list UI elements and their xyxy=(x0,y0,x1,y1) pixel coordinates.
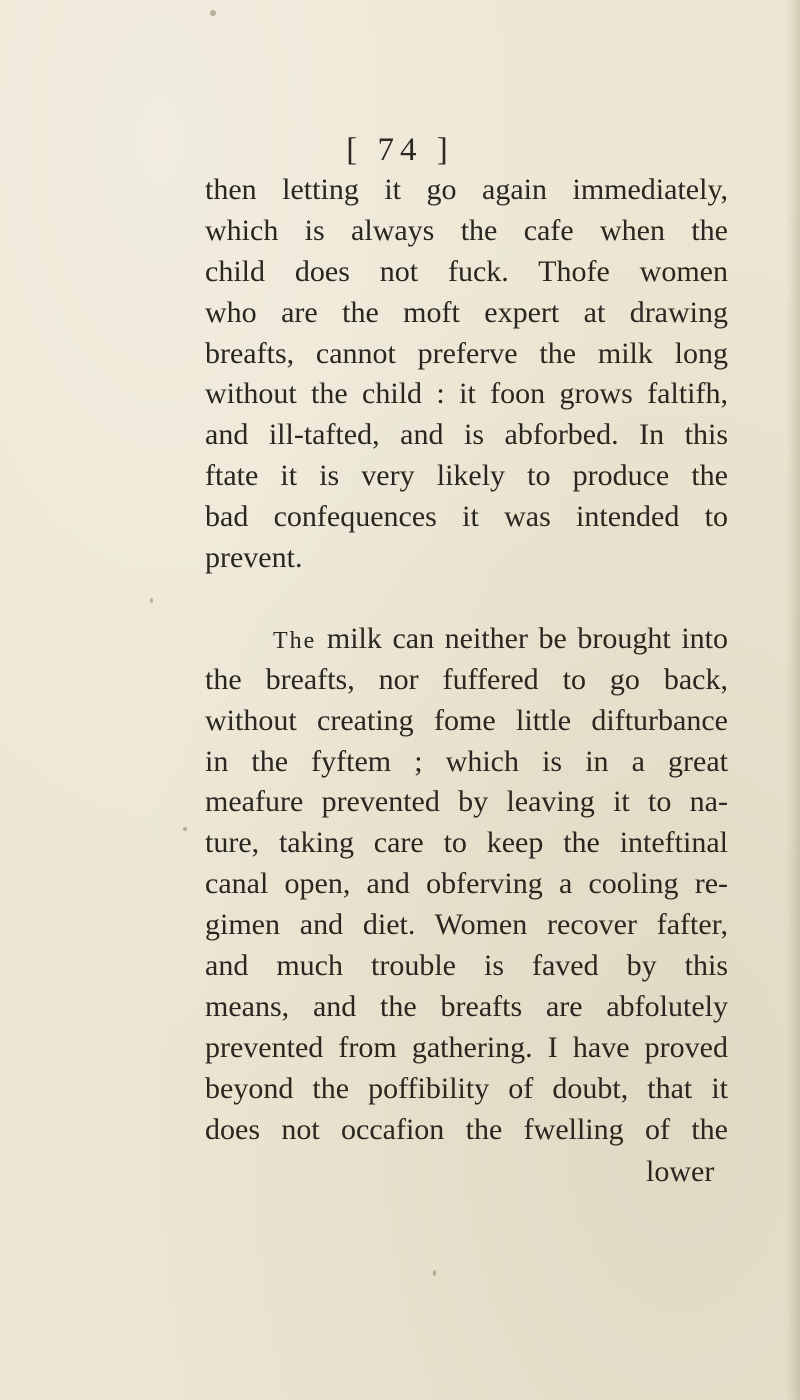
opening-line-text: milk can neither be brought into xyxy=(326,621,728,655)
text-line: bad confequences it was intended to xyxy=(205,500,728,534)
text-line: in the fyftem ; which is in a great xyxy=(205,744,728,778)
paragraph-1 xyxy=(205,170,728,579)
text-line: means, and the breafts are abfolutely xyxy=(205,989,728,1023)
paper-speck xyxy=(150,598,153,603)
text-line: who are the moft expert at drawing xyxy=(205,295,728,329)
text-line: canal open, and obferving a cooling re- xyxy=(205,867,728,901)
text-line: ture, taking care to keep the inteftinal xyxy=(205,826,728,860)
paragraph-2 xyxy=(205,619,728,1151)
text-line: without the child : it foon grows faltifh, xyxy=(205,377,728,411)
text-line: prevent. xyxy=(205,541,303,575)
text-line: beyond the poffibility of doubt, that it xyxy=(205,1071,728,1105)
text-line: then letting it go again immediately, xyxy=(205,173,728,206)
paragraph-opening-line xyxy=(205,619,728,660)
text-line: gimen and diet. Women recover fafter, xyxy=(205,908,728,942)
text-line: the breafts, nor fuffered to go back, xyxy=(205,662,728,696)
text-line: and ill-tafted, and is abforbed. In this xyxy=(205,418,728,452)
catchword: lower xyxy=(646,1155,715,1188)
text-line: ftate it is very likely to produce the xyxy=(205,459,728,493)
paper-speck xyxy=(210,10,216,16)
paper-speck xyxy=(183,827,187,831)
text-line: child does not fuck. Thofe women xyxy=(205,254,728,288)
body-text xyxy=(205,170,728,1150)
text-line: which is always the cafe when the xyxy=(205,213,728,247)
text-line: does not occafion the fwelling of the xyxy=(205,1112,728,1146)
text-line: and much trouble is faved by this xyxy=(205,949,728,983)
page-edge-shadow xyxy=(786,0,800,1400)
paper-speck xyxy=(433,1270,436,1276)
text-line: prevented from gathering. I have proved xyxy=(205,1030,728,1064)
paragraph-spacer xyxy=(205,579,728,619)
text-line: breafts, cannot preferve the milk long xyxy=(205,336,728,370)
text-line: without creating fome little difturbance xyxy=(205,703,728,737)
page-number-header: [ 74 ] xyxy=(346,132,454,168)
small-caps-opening-word: The xyxy=(273,627,317,654)
text-line: meafure prevented by leaving it to na- xyxy=(205,785,728,819)
